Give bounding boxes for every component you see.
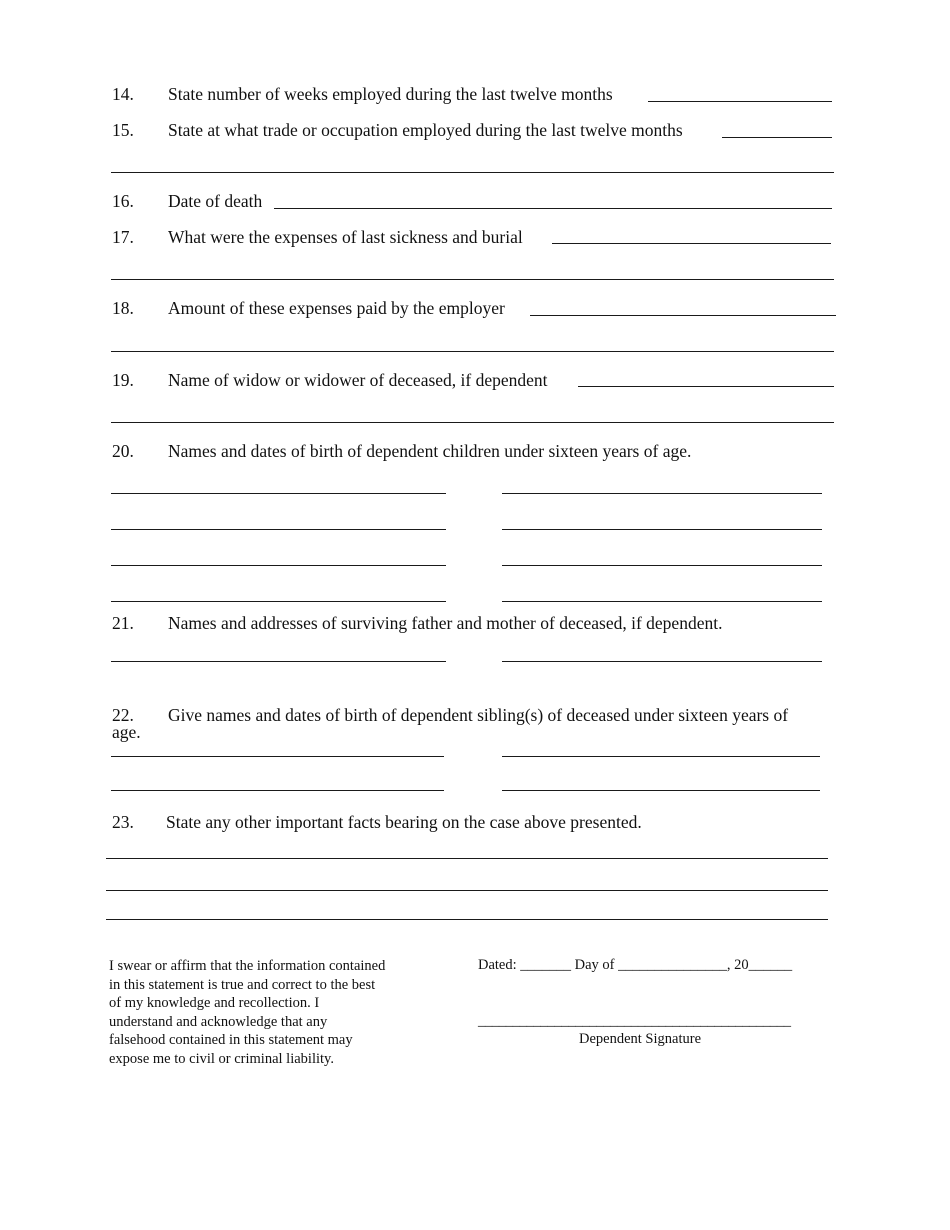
q22-label-continued: age. xyxy=(112,722,141,742)
q14-label: State number of weeks employed during the last twelve months xyxy=(168,84,613,104)
q19-label: Name of widow or widower of deceased, if dependent xyxy=(168,370,548,390)
q15-answer-line[interactable] xyxy=(722,137,832,138)
q20-answer-line-right[interactable] xyxy=(502,601,822,602)
q20-answer-line-right[interactable] xyxy=(502,565,822,566)
q19-answer-line-2[interactable] xyxy=(111,422,834,423)
q15-label: State at what trade or occupation employed during the last twelve months xyxy=(168,120,683,140)
q22-label: Give names and dates of birth of dependent sibling(s) of deceased under sixteen years of xyxy=(168,705,789,725)
q21-label: Names and addresses of surviving father and mother of deceased, if dependent. xyxy=(168,613,723,633)
q20-answer-line-left[interactable] xyxy=(111,493,446,494)
q17-answer-line[interactable] xyxy=(552,243,831,244)
q20-label: Names and dates of birth of dependent children under sixteen years of age. xyxy=(168,441,692,461)
q22-answer-line-left[interactable] xyxy=(111,756,444,757)
q20-number: 20. xyxy=(112,441,134,461)
q21-answer-line-left[interactable] xyxy=(111,661,446,662)
q18-number: 18. xyxy=(112,298,134,318)
q17-label: What were the expenses of last sickness and burial xyxy=(168,227,523,247)
q23-label: State any other important facts bearing on the case above presented. xyxy=(166,812,642,832)
q15-number: 15. xyxy=(112,120,134,140)
q20-answer-line-left[interactable] xyxy=(111,601,446,602)
q21-number: 21. xyxy=(112,613,134,633)
q16-answer-line[interactable] xyxy=(274,208,832,209)
q19-answer-line[interactable] xyxy=(578,386,834,387)
q23-number: 23. xyxy=(112,812,134,832)
q22-number: 22. xyxy=(112,705,134,725)
q14-number: 14. xyxy=(112,84,134,104)
q20-answer-line-right[interactable] xyxy=(502,493,822,494)
q15-answer-line-2[interactable] xyxy=(111,172,834,173)
q22-answer-line-right[interactable] xyxy=(502,790,820,791)
q23-answer-line[interactable] xyxy=(106,890,828,891)
q20-answer-line-left[interactable] xyxy=(111,529,446,530)
q20-answer-line-left[interactable] xyxy=(111,565,446,566)
q22-answer-line-right[interactable] xyxy=(502,756,820,757)
q23-answer-line[interactable] xyxy=(106,858,828,859)
q14-answer-line[interactable] xyxy=(648,101,832,102)
q16-label: Date of death xyxy=(168,191,263,211)
q21-answer-line-right[interactable] xyxy=(502,661,822,662)
signature-label: Dependent Signature xyxy=(579,1031,702,1047)
q17-number: 17. xyxy=(112,227,134,247)
dated-line[interactable]: Dated: _______ Day of _______________, 20______ xyxy=(478,957,793,973)
q17-answer-line-2[interactable] xyxy=(111,279,834,280)
q16-number: 16. xyxy=(112,191,134,211)
q18-label: Amount of these expenses paid by the employer xyxy=(168,298,505,318)
q18-answer-line[interactable] xyxy=(530,315,836,316)
affirmation-statement: I swear or affirm that the information contained in this statement is true and correct to the best of my knowledge and recollection. I understand and acknowledge that any falsehood contained in this statement may expose me to civil or criminal liability. xyxy=(109,958,386,1067)
q20-answer-line-right[interactable] xyxy=(502,529,822,530)
q22-answer-line-left[interactable] xyxy=(111,790,444,791)
q18-answer-line-2[interactable] xyxy=(111,351,834,352)
q23-answer-line[interactable] xyxy=(106,919,828,920)
signature-line[interactable]: _____________________________________________ xyxy=(478,1013,791,1029)
q19-number: 19. xyxy=(112,370,134,390)
